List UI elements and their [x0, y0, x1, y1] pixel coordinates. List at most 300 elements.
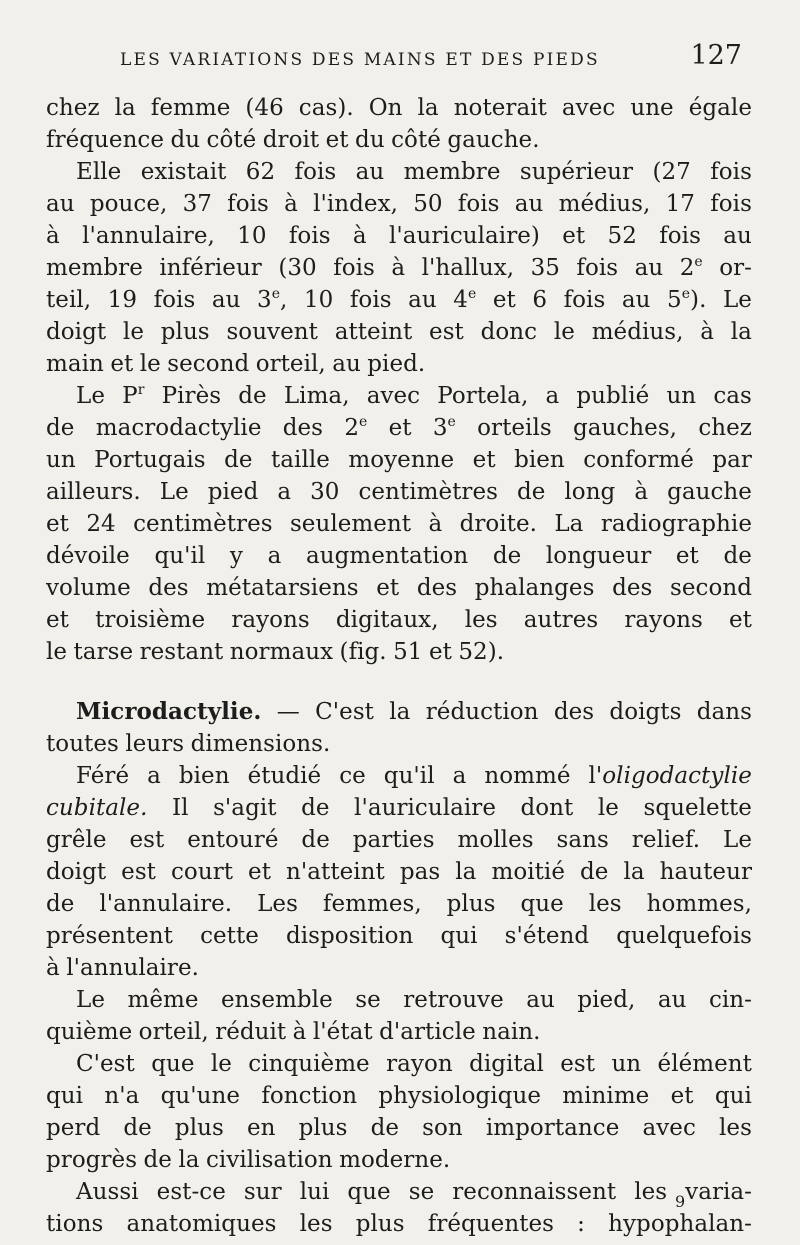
word: [493, 540, 521, 572]
text-line: [46, 444, 752, 476]
word: [624, 604, 702, 636]
text-segment: donc: [480, 319, 538, 345]
text-segment: le: [139, 351, 161, 377]
text-line: [46, 888, 752, 920]
word: [455, 856, 476, 888]
text-segment: l'hallux,: [421, 255, 515, 281]
text-segment: parties: [352, 827, 435, 853]
word: [313, 188, 398, 220]
text-segment: au: [408, 287, 437, 313]
text-segment: perd: [46, 1115, 101, 1141]
text-segment: le: [210, 1051, 232, 1077]
text-segment: les: [464, 607, 498, 633]
word: [286, 856, 385, 888]
italic-term: oligodactylie: [602, 763, 752, 789]
text-segment: de: [370, 1115, 400, 1141]
word: [564, 284, 606, 316]
word: [723, 824, 752, 856]
text-line: [46, 1176, 752, 1208]
word: [660, 856, 752, 888]
superscript: e: [681, 286, 691, 302]
word: [404, 156, 501, 188]
text-segment: conformé: [583, 447, 694, 473]
word: [151, 1048, 194, 1080]
word: [477, 412, 552, 444]
text-segment: de: [46, 891, 75, 917]
word: [129, 824, 164, 856]
word: [257, 284, 287, 316]
text-segment: 35: [530, 255, 560, 281]
word: [484, 760, 570, 792]
text-segment: augmentation: [305, 543, 469, 569]
word: [400, 856, 440, 888]
word: [520, 156, 633, 188]
text-segment: Le: [76, 383, 105, 409]
text-segment: pied.: [367, 351, 426, 377]
word: [46, 604, 69, 636]
word: [46, 348, 104, 380]
text-segment: leurs: [125, 731, 185, 757]
word: [86, 508, 115, 540]
text-segment: son: [422, 1115, 463, 1141]
word: [140, 636, 224, 668]
text-segment: pied,: [577, 987, 636, 1013]
word: [676, 540, 699, 572]
word: [729, 604, 752, 636]
text-segment: tarse: [73, 639, 134, 665]
text-segment: à: [352, 223, 367, 249]
word: [261, 1080, 357, 1112]
text-line: [46, 380, 752, 412]
word: [200, 920, 259, 952]
word: [244, 1176, 282, 1208]
word: [104, 1080, 139, 1112]
text-segment: avec: [366, 383, 421, 409]
text-line: [46, 572, 752, 604]
word: [358, 476, 498, 508]
text-segment: réduit: [215, 1019, 287, 1045]
text-segment: grêle: [46, 827, 107, 853]
word: [723, 284, 752, 316]
text-segment: Elle: [76, 159, 122, 185]
text-segment: d'article: [379, 1019, 476, 1045]
text-segment: ailleurs.: [46, 479, 141, 505]
text-segment: or-: [719, 255, 752, 281]
word: [160, 476, 189, 508]
word: [125, 728, 184, 760]
text-segment: squelette: [643, 795, 752, 821]
word: [505, 920, 589, 952]
text-segment: et: [728, 607, 752, 633]
text-segment: et: [376, 575, 400, 601]
word: [66, 952, 199, 984]
word: [256, 348, 326, 380]
word: [313, 1016, 373, 1048]
text-segment: plus: [446, 891, 496, 917]
text-segment: médius,: [591, 319, 684, 345]
text-segment: l': [588, 763, 603, 789]
text-segment: doigt: [46, 859, 107, 885]
text-segment: et: [110, 351, 134, 377]
word: [76, 156, 121, 188]
word: [247, 1112, 276, 1144]
word: [379, 1016, 476, 1048]
text-line: [46, 540, 752, 572]
text-line: [46, 952, 752, 984]
word: [268, 540, 282, 572]
word: [667, 284, 706, 316]
word: [658, 984, 687, 1016]
word: [46, 888, 74, 920]
text-segment: à: [284, 191, 298, 217]
word: [562, 1080, 649, 1112]
text-segment: Aussi: [76, 1179, 139, 1205]
text-segment: reconnaissent: [452, 1179, 617, 1205]
word: [108, 284, 137, 316]
body-text: [46, 92, 752, 1240]
word: [465, 604, 498, 636]
text-segment: hommes,: [646, 891, 752, 917]
word: [237, 220, 266, 252]
text-segment: souvent: [226, 319, 318, 345]
text-segment: plus: [160, 319, 210, 345]
word: [486, 1112, 620, 1144]
text-segment: sans: [556, 827, 609, 853]
word: [257, 888, 298, 920]
text-segment: toutes: [46, 731, 119, 757]
text-segment: la: [417, 95, 439, 121]
word: [592, 316, 684, 348]
word: [616, 920, 752, 952]
word: [350, 284, 392, 316]
text-segment: à: [46, 955, 60, 981]
word: [447, 124, 539, 156]
word: [123, 316, 144, 348]
word: [437, 380, 528, 412]
word: [481, 316, 537, 348]
text-segment: Pirès: [161, 383, 222, 409]
text-segment: 6: [532, 287, 548, 313]
word: [469, 1048, 544, 1080]
word: [277, 696, 300, 728]
text-segment: y: [229, 543, 243, 569]
text-segment: rayon: [386, 1051, 453, 1077]
word: [99, 888, 232, 920]
word: [354, 792, 496, 824]
word: [580, 856, 608, 888]
text-segment: orteil,: [138, 1019, 209, 1045]
word: [74, 636, 134, 668]
text-segment: du: [355, 127, 385, 153]
text-segment: bien: [514, 447, 565, 473]
text-segment: est-ce: [156, 1179, 226, 1205]
word: [289, 220, 331, 252]
word: [658, 1048, 752, 1080]
word: [429, 316, 464, 348]
text-segment: autres: [523, 607, 599, 633]
text-segment: du: [170, 127, 201, 153]
italic-term: cubitale.: [46, 795, 148, 821]
word: [611, 1048, 641, 1080]
word: [473, 444, 496, 476]
word: [452, 1176, 616, 1208]
word: [277, 476, 291, 508]
word: [515, 188, 544, 220]
text-line: [46, 476, 752, 508]
text-segment: le: [46, 639, 68, 665]
word: [348, 444, 454, 476]
word: [46, 316, 106, 348]
text-segment: qui: [46, 1083, 84, 1109]
word: [719, 252, 752, 284]
text-line: [46, 920, 752, 952]
text-segment: au: [211, 287, 241, 313]
text-segment: que: [347, 1179, 391, 1205]
text-segment: gauche: [667, 479, 752, 505]
text-segment: qui: [440, 923, 478, 949]
word: [162, 380, 222, 412]
text-segment: moyenne: [348, 447, 455, 473]
word: [144, 1144, 172, 1176]
word: [315, 696, 374, 728]
word: [46, 856, 106, 888]
word: [147, 760, 161, 792]
text-line: [46, 856, 752, 888]
text-segment: le: [597, 795, 619, 821]
text-segment: 10: [303, 287, 334, 313]
text-segment: étudié: [247, 763, 322, 789]
word: [608, 1208, 752, 1240]
word: [562, 220, 585, 252]
word: [409, 1176, 435, 1208]
word: [514, 444, 565, 476]
word: [191, 728, 331, 760]
text-segment: les: [719, 1115, 752, 1141]
word: [46, 252, 143, 284]
text-segment: a: [147, 763, 161, 789]
word: [577, 1208, 585, 1240]
word: [559, 188, 651, 220]
word: [215, 1016, 286, 1048]
text-segment: court: [171, 859, 234, 885]
word: [207, 124, 257, 156]
word: [170, 124, 200, 156]
word: [121, 856, 156, 888]
text-segment: la: [455, 859, 477, 885]
text-segment: de: [238, 383, 267, 409]
text-segment: cin-: [708, 987, 752, 1013]
text-segment: 10: [237, 223, 267, 249]
word: [609, 696, 681, 728]
word: [151, 92, 231, 124]
word: [532, 284, 547, 316]
word: [248, 760, 322, 792]
page-number: 127: [690, 40, 742, 71]
text-segment: Il: [172, 795, 189, 821]
text-line: [46, 636, 752, 668]
text-segment: normaux: [229, 639, 334, 665]
word: [90, 188, 168, 220]
text-segment: plus: [174, 1115, 224, 1141]
running-title: LES VARIATIONS DES MAINS ET DES PIEDS: [120, 50, 600, 70]
text-segment: 52).: [458, 639, 505, 665]
text-segment: La: [554, 511, 584, 537]
text-segment: et: [562, 223, 586, 249]
text-segment: métatarsiens: [206, 575, 359, 601]
superscript: e: [467, 286, 477, 302]
text-segment: 3: [257, 287, 272, 313]
text-segment: qu'il: [154, 543, 206, 569]
word: [94, 444, 206, 476]
superscript: e: [271, 286, 281, 302]
text-segment: quelquefois: [616, 923, 752, 949]
text-segment: volume: [46, 575, 131, 601]
text-segment: longueur: [545, 543, 652, 569]
text-segment: est: [429, 319, 464, 345]
text-segment: Lima,: [283, 383, 350, 409]
text-segment: même: [127, 987, 199, 1013]
word: [634, 476, 648, 508]
word: [300, 1208, 333, 1240]
text-segment: moderne.: [339, 1147, 451, 1173]
text-segment: au: [657, 987, 687, 1013]
text-segment: (27: [652, 159, 691, 185]
text-segment: de: [46, 415, 75, 441]
word: [141, 156, 227, 188]
word: [441, 920, 478, 952]
text-segment: a: [267, 543, 282, 569]
word: [429, 636, 452, 668]
word: [564, 476, 615, 508]
word: [389, 220, 540, 252]
text-segment: centimètres: [133, 511, 273, 537]
word: [178, 1144, 199, 1176]
word: [386, 1048, 453, 1080]
word: [76, 1176, 139, 1208]
word: [458, 636, 504, 668]
text-segment: gauches,: [572, 415, 678, 441]
text-segment: restant: [139, 639, 224, 665]
text-segment: au: [332, 351, 361, 377]
running-header: [120, 40, 750, 76]
text-segment: teil,: [46, 287, 92, 313]
text-segment: ).: [690, 287, 707, 313]
text-segment: les: [299, 1211, 333, 1237]
word: [371, 1112, 399, 1144]
text-segment: l'auriculaire): [388, 223, 540, 249]
word: [426, 696, 539, 728]
word: [723, 540, 751, 572]
word: [46, 444, 76, 476]
text-segment: une: [630, 95, 674, 121]
text-segment: anatomiques: [126, 1211, 277, 1237]
text-segment: moitié: [491, 859, 565, 885]
text-segment: le: [553, 319, 575, 345]
word: [110, 348, 133, 380]
word: [46, 636, 67, 668]
text-segment: la: [178, 1147, 200, 1173]
text-segment: bien: [178, 763, 230, 789]
text-segment: hauteur: [659, 859, 752, 885]
word: [557, 824, 609, 856]
text-segment: fois: [710, 159, 752, 185]
text-segment: à: [46, 223, 60, 249]
word: [46, 188, 75, 220]
text-segment: doigts: [609, 699, 682, 725]
word: [46, 92, 100, 124]
word: [458, 188, 500, 220]
text-segment: s'agit: [213, 795, 277, 821]
word: [521, 792, 574, 824]
text-segment: plus: [298, 1115, 348, 1141]
word: [355, 984, 381, 1016]
text-segment: dans: [696, 699, 752, 725]
word: [667, 476, 752, 508]
word: [157, 1176, 226, 1208]
text-segment: 19: [107, 287, 138, 313]
text-segment: (fig.: [339, 639, 387, 665]
text-segment: fois: [457, 191, 500, 217]
word: [46, 284, 91, 316]
word: [46, 412, 74, 444]
text-segment: de: [492, 543, 522, 569]
text-segment: l'auriculaire: [354, 795, 496, 821]
text-segment: membre: [403, 159, 501, 185]
word: [731, 316, 752, 348]
text-segment: gauche.: [447, 127, 540, 153]
word: [46, 220, 60, 252]
text-segment: femmes,: [322, 891, 422, 917]
word: [723, 220, 752, 252]
word: [460, 508, 537, 540]
word: [133, 508, 273, 540]
text-segment: la: [389, 699, 411, 725]
word: [391, 124, 441, 156]
text-segment: cas).: [298, 95, 354, 121]
text-segment: médius,: [558, 191, 651, 217]
word: [76, 696, 261, 728]
word: [491, 856, 565, 888]
text-segment: 3: [432, 415, 448, 441]
word: [140, 348, 161, 380]
text-segment: à: [428, 511, 443, 537]
word: [335, 316, 413, 348]
text-segment: de: [123, 1115, 152, 1141]
word: [713, 380, 752, 412]
text-segment: fois: [288, 223, 331, 249]
word: [290, 508, 411, 540]
text-segment: et: [472, 447, 496, 473]
text-segment: second: [167, 351, 250, 377]
word: [96, 412, 262, 444]
text-segment: Le: [76, 987, 105, 1013]
text-line: [46, 1112, 752, 1144]
text-segment: fois: [576, 255, 619, 281]
word: [389, 696, 410, 728]
word: [301, 792, 329, 824]
text-segment: et: [46, 607, 69, 633]
text-segment: digitaux,: [335, 607, 439, 633]
word: [248, 1048, 369, 1080]
word: [376, 572, 399, 604]
text-segment: a: [452, 763, 467, 789]
text-segment: ,: [280, 287, 288, 313]
word: [208, 476, 259, 508]
text-segment: se: [408, 1179, 435, 1205]
word: [344, 412, 367, 444]
text-segment: 4: [453, 287, 468, 313]
text-line: [46, 984, 752, 1016]
